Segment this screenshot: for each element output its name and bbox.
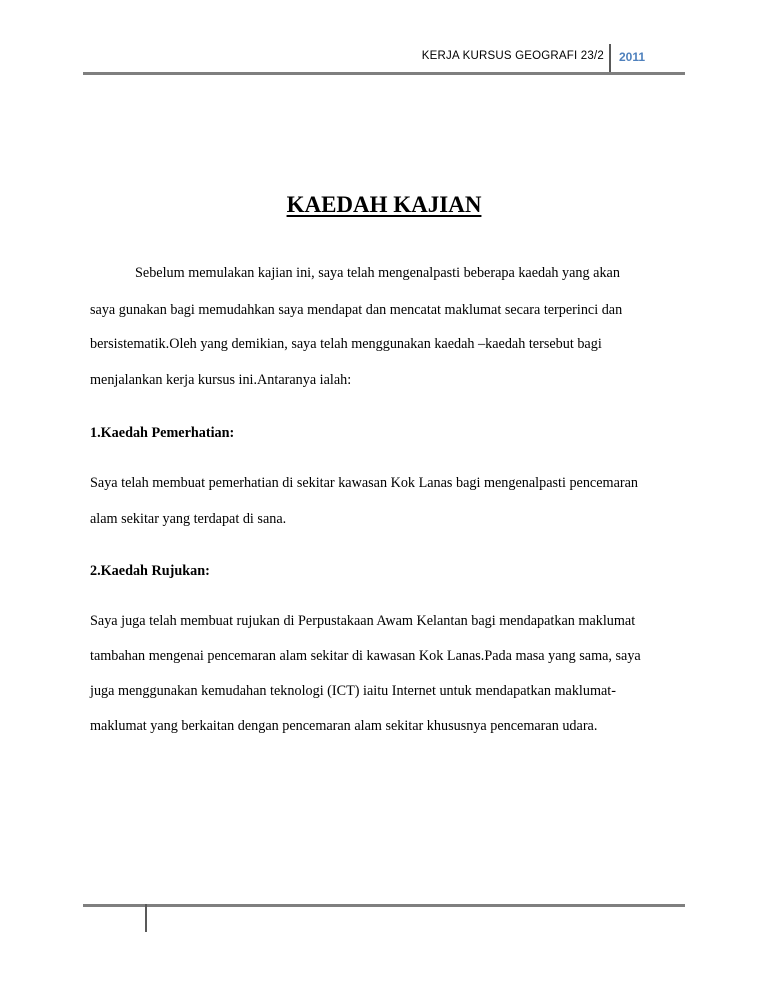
footer-rule xyxy=(83,904,685,907)
header-divider xyxy=(609,44,611,73)
section-line: tambahan mengenai pencemaran alam sekitar di kawasan Kok Lanas.Pada masa yang sama, saya xyxy=(90,648,641,664)
section-line: Saya juga telah membuat rujukan di Perpustakaan Awam Kelantan bagi mendapatkan maklumat xyxy=(90,613,636,629)
section-line: alam sekitar yang terdapat di sana. xyxy=(90,511,287,527)
intro-line: bersistematik.Oleh yang demikian, saya telah menggunakan kaedah –kaedah tersebut bagi xyxy=(90,336,602,352)
header-rule xyxy=(83,72,685,75)
section-heading-pemerhatian: 1.Kaedah Pemerhatian: xyxy=(90,425,235,441)
intro-line: saya gunakan bagi memudahkan saya mendapat dan mencatat maklumat secara terperinci dan xyxy=(90,302,623,318)
footer-divider xyxy=(145,904,147,932)
section-line: juga menggunakan kemudahan teknologi (ICT) iaitu Internet untuk mendapatkan maklumat- xyxy=(90,683,616,699)
section-heading-rujukan: 2.Kaedah Rujukan: xyxy=(90,563,210,579)
header-year: 2011 xyxy=(619,50,646,64)
section-line: Saya telah membuat pemerhatian di sekitar kawasan Kok Lanas bagi mengenalpasti pencemaran xyxy=(90,475,638,491)
section-line: maklumat yang berkaitan dengan pencemaran alam sekitar khususnya pencemaran udara. xyxy=(90,718,598,734)
header-title: KERJA KURSUS GEOGRAFI 23/2 xyxy=(421,50,604,62)
intro-line: Sebelum memulakan kajian ini, saya telah mengenalpasti beberapa kaedah yang akan xyxy=(135,265,620,281)
page-title: KAEDAH KAJIAN xyxy=(286,192,482,217)
intro-line: menjalankan kerja kursus ini.Antaranya ialah: xyxy=(90,372,352,388)
